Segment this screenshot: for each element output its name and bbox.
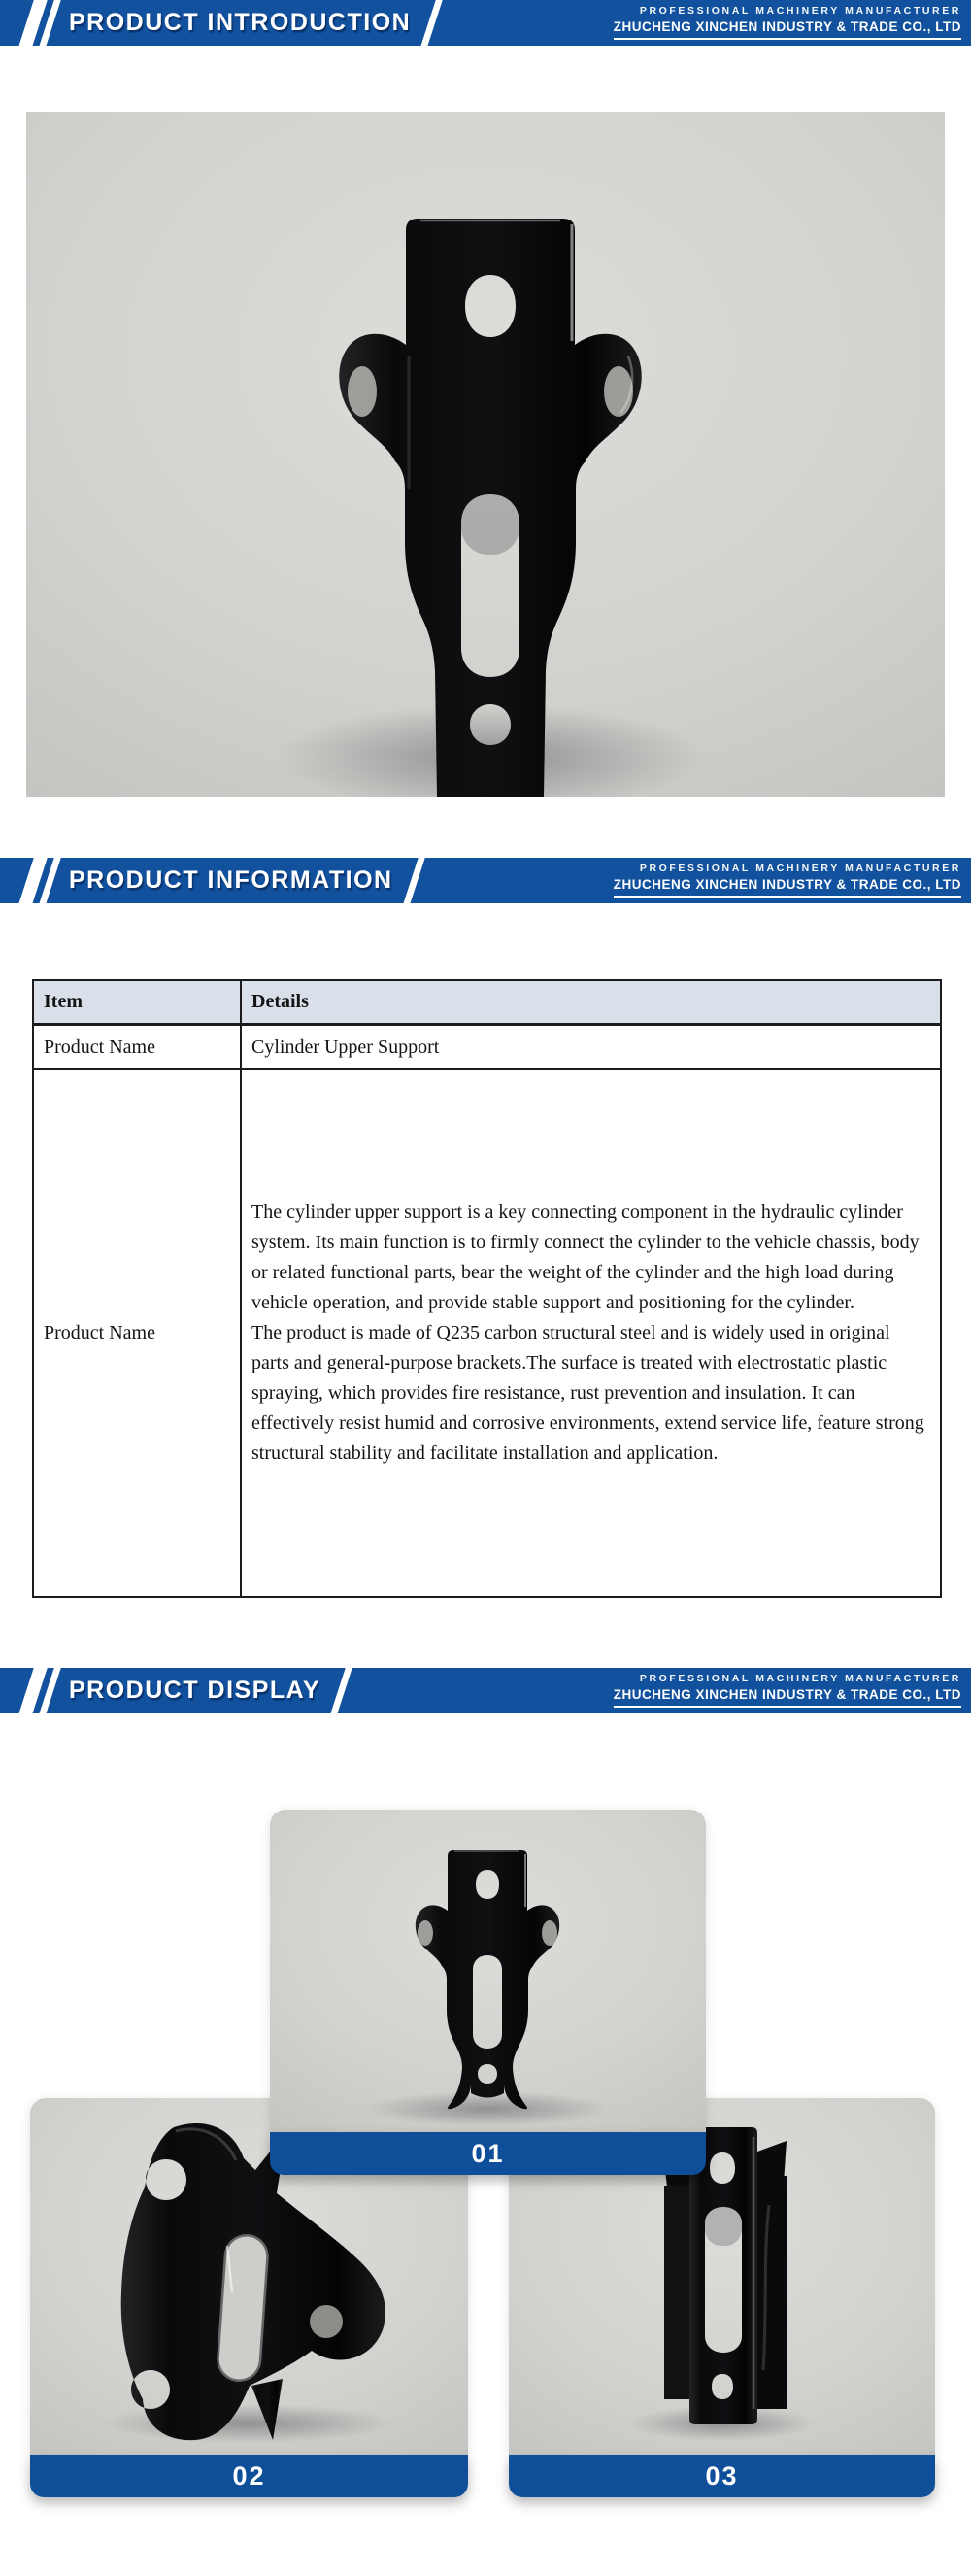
product-info-table [32,979,942,1598]
table-header-row [33,980,941,1025]
cell-product-description [241,1069,941,1597]
section-band-introduction [0,0,971,46]
display-card-01 [270,1810,706,2175]
brand-tagline: PROFESSIONAL MACHINERY MANUFACTURER [639,863,961,874]
section-band-display [0,1668,971,1713]
table-row [33,1025,941,1070]
card-label-bar [30,2455,468,2497]
cell-product-name-value: Cylinder Upper Support [241,1025,941,1070]
brand-company: ZHUCHENG XINCHEN INDUSTRY & TRADE CO., LTD [613,1687,961,1702]
brand-block [614,863,961,898]
section-title: PRODUCT INFORMATION [69,866,393,894]
column-header-item: Item [33,980,241,1025]
section-title: PRODUCT DISPLAY [69,1677,321,1704]
bracket-front-image [26,112,945,797]
brand-block [614,1673,961,1708]
brand-tagline: PROFESSIONAL MACHINERY MANUFACTURER [639,1673,961,1684]
product-photo-main [26,112,945,797]
brand-company: ZHUCHENG XINCHEN INDUSTRY & TRADE CO., LTD [613,19,961,34]
slash-icon [400,858,427,903]
cell-product-name: Product Name [33,1069,241,1597]
brand-company: ZHUCHENG XINCHEN INDUSTRY & TRADE CO., LTD [613,877,961,892]
card-label-bar [270,2132,706,2175]
cell-product-name: Product Name [33,1025,241,1070]
card-number: 03 [705,2460,739,2491]
bracket-front-small-image [270,1810,706,2132]
description-paragraph: The product is made of Q235 carbon structural steel and is widely used in original parts and general-purpose brackets.The surface is treated with electrostatic plastic spraying, which provides fire resistance, rust prevention and insulation. It can effectively resist humid and corrosive environments, extend service life, feature strong structural stability and facilitate installation and application. [251,1322,924,1464]
card-label-bar [509,2455,935,2497]
brand-tagline: PROFESSIONAL MACHINERY MANUFACTURER [639,5,961,17]
description-paragraph: The cylinder upper support is a key connecting component in the hydraulic cylinder system. Its main function is to firmly connect the cylinder to the vehicle chassis, body or related functional parts, bear the weight of the cylinder and the high load during vehicle operation, and provide stable support and positioning for the cylinder. [251,1202,920,1313]
card-number: 02 [232,2460,266,2491]
slash-icon [419,0,446,46]
section-band-information [0,858,971,903]
section-title: PRODUCT INTRODUCTION [69,9,412,36]
brand-block [614,5,961,40]
slash-icon [327,1668,354,1713]
product-photo-front [270,1810,706,2132]
card-number: 01 [471,2138,505,2168]
column-header-details: Details [241,980,941,1025]
table-row [33,1069,941,1597]
